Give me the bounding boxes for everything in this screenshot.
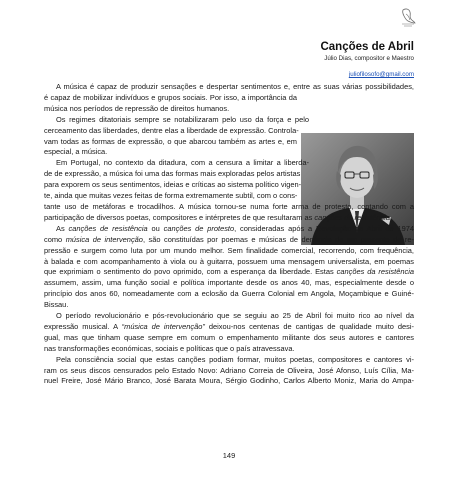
paragraph-2 bbox=[44, 115, 414, 159]
article-author: Júlio Dias, compositor e Maestro bbox=[324, 55, 414, 62]
text-line: te, ainda que muitas vezes feitas de forma extremamente subtil, com o cons- bbox=[44, 191, 298, 201]
page-number: 149 bbox=[222, 451, 236, 460]
dove-with-quill-icon bbox=[400, 6, 416, 28]
text-line: que exprimiam o sentimento do povo oprimido, com a esperança da liberdade. Estas canções da resistência bbox=[44, 267, 414, 277]
article-body bbox=[44, 82, 414, 387]
paragraph-5 bbox=[44, 311, 414, 355]
text-line: à balada e com acompanhamento à viola ou à guitarra, possuem uma mensagem universalista, em poemas bbox=[44, 256, 414, 266]
text-line: Pela consciência social que estas canções podiam formar, muitos poetas, compositores e cantores vi- bbox=[56, 354, 414, 364]
text-line: expressão musical. A “música de intervenção” deixou-nos centenas de cantigas de qualidade muito desi- bbox=[44, 321, 415, 331]
text-line: A música é capaz de produzir sensações e despertar sentimentos e, entre as suas várias possibilidades, bbox=[56, 82, 414, 91]
text-line: princípio dos anos 60, nomeadamente com a eclosão da Guerra Colonial em Angola, Moçambique e Guiné- bbox=[44, 289, 414, 299]
emphasis: canções da resistência bbox=[336, 267, 414, 277]
text-line: Bissau. bbox=[44, 300, 69, 310]
text-line: participação de diversos poetas, compositores e intérpretes de que resultaram as canções de resistência. bbox=[44, 212, 393, 222]
text-line: cerceamento das liberdades, dentre elas a liberdade de expressão. Controla- bbox=[44, 125, 299, 135]
emphasis: música de intervenção bbox=[65, 234, 143, 244]
text-line: pressão e surgem como luta por um mundo melhor. Sem finalidade comercial, recorrendo, com frequência, bbox=[44, 245, 414, 255]
emphasis: canções de protesto bbox=[163, 223, 235, 233]
article-header bbox=[320, 40, 414, 81]
text-line: Os regimes ditatoriais sempre se notabilizaram pelo uso da força e pelo bbox=[56, 114, 309, 124]
text-line: música nos períodos de repressão de direitos humanos. bbox=[44, 103, 230, 113]
paragraph-6 bbox=[44, 355, 414, 388]
text-line: As canções de resistência ou canções de protesto, consideradas após a Revolução de Abril de 1974 bbox=[56, 223, 415, 233]
text-line: especial, a música. bbox=[44, 147, 108, 157]
text-line: como música de intervenção, são constituídas por poemas e músicas de denúncia de um presente de re- bbox=[44, 234, 415, 244]
text-line: assumem, assim, uma função social e política importante desde os anos 40, mas, especialmente desde o bbox=[44, 278, 414, 288]
text-line: gual, mas que tinham quase sempre em comum o empenhamento militante dos seus autores e cantores bbox=[44, 332, 414, 342]
text-line: Em Portugal, no contexto da ditadura, com a censura a limitar a liberda- bbox=[56, 158, 309, 168]
text-line: de de expressão, a música foi uma das formas mais exploradas pelos artistas bbox=[44, 169, 301, 179]
text-line: é capaz de mobilizar indivíduos e grupos sociais. Por isso, a importância da bbox=[44, 92, 297, 102]
paragraph-1 bbox=[44, 82, 414, 115]
text-line: O período revolucionário e pós-revolucionário que se seguiu ao 25 de Abril foi muito rico ao nível da bbox=[56, 311, 414, 321]
emphasis: canções de resistência bbox=[314, 212, 391, 222]
text-line: ram os seus discos censurados pelo Estado Novo: Adriano Correia de Oliveira, José Afonso, Luís Cília, Ma- bbox=[44, 365, 414, 375]
paragraph-3 bbox=[44, 158, 414, 223]
paragraph-4 bbox=[44, 224, 414, 311]
article-title: Canções de Abril bbox=[320, 41, 414, 53]
text-line: vam todas as formas de expressão, o que abarcou também as artes e, em bbox=[44, 136, 297, 146]
text-line: nuel Freire, José Mário Branco, José Barata Moura, Sérgio Godinho, Carlos Alberto Moniz, Maria do Ampa- bbox=[44, 376, 414, 386]
text-line: tante uso de metáforas e trocadilhos. A música tornou-se numa forte arma de protesto, contando com a bbox=[44, 201, 414, 211]
author-email-link[interactable]: juliofilosofo@gmail.com bbox=[348, 71, 414, 78]
emphasis: canções de resistência bbox=[68, 223, 148, 233]
text-line: nas transformações económicas, sociais e políticas que o país atravessava. bbox=[44, 343, 295, 353]
emphasis: “música de intervenção” bbox=[121, 321, 205, 331]
text-line: para exporem os seus sentimentos, ideias e críticas ao sistema político vigen- bbox=[44, 180, 302, 190]
